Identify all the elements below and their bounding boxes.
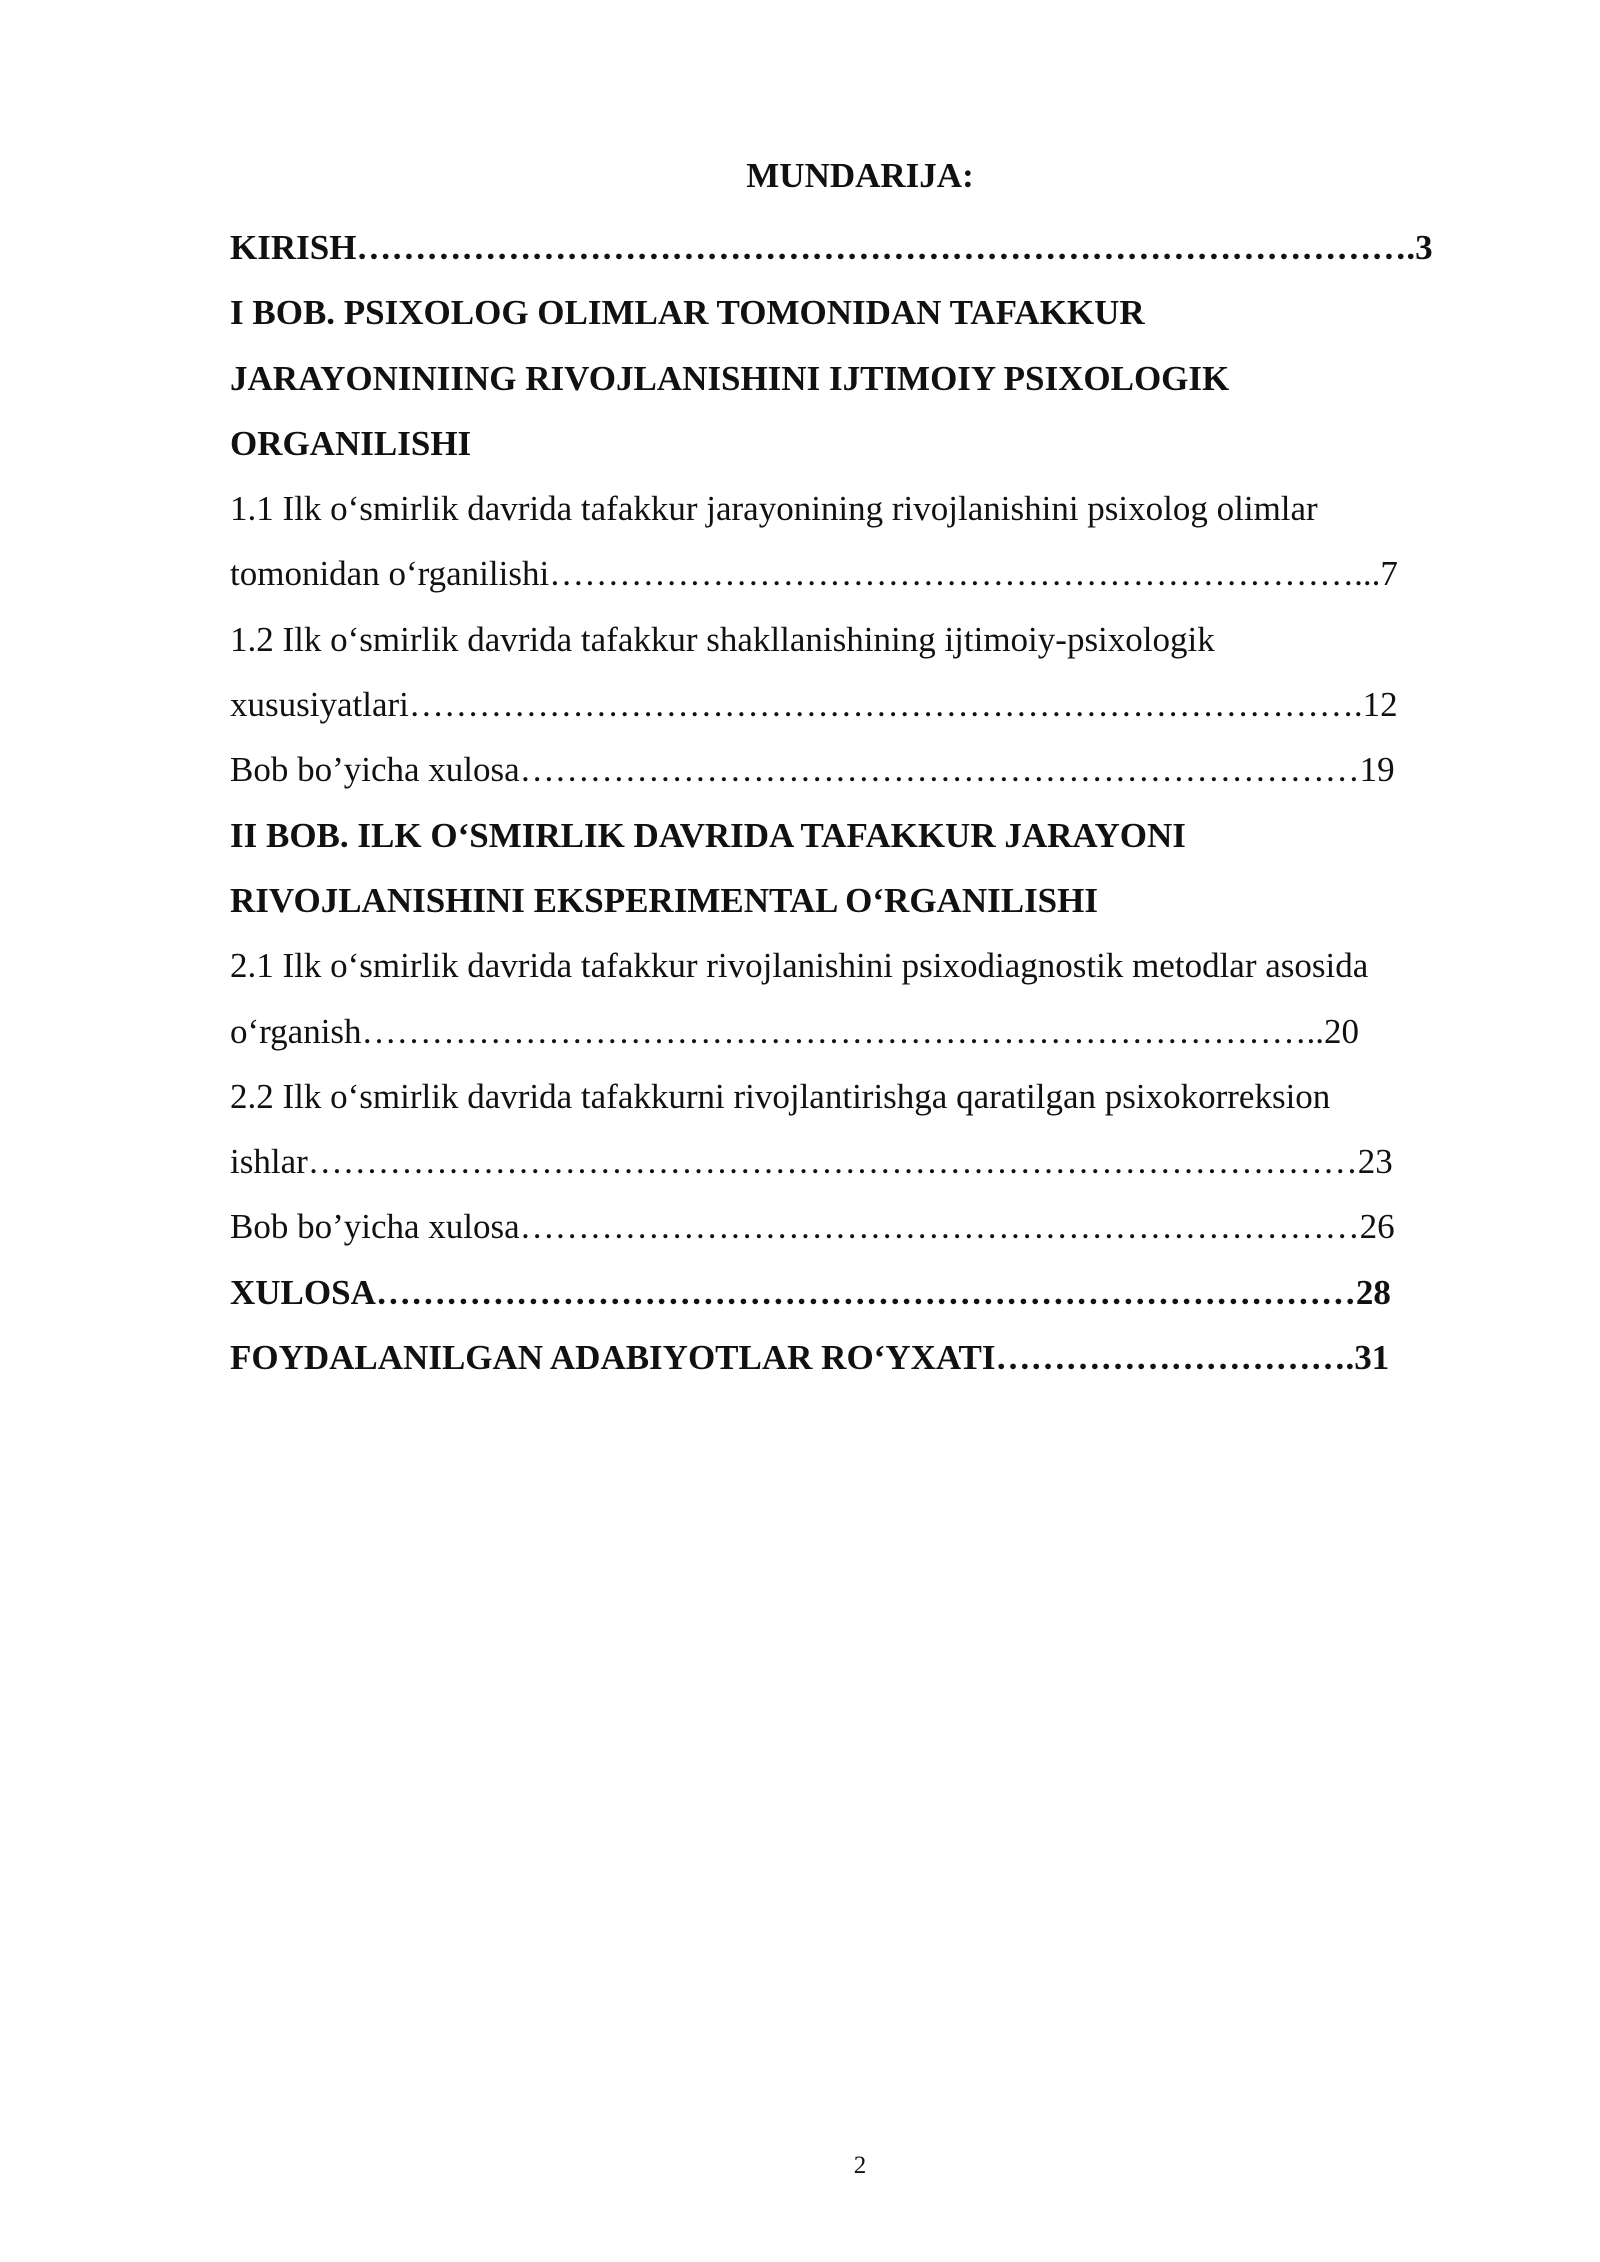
toc-chapter-2-conclusion: Bob bo’yicha xulosa………………………………………………………………26 — [230, 1207, 1395, 1247]
toc-section-2-1-line-2: oʻrganish………………………………………………………………………..20 — [230, 1011, 1360, 1051]
toc-chapter-1-heading-line-1: I BOB. PSIXOLOG OLIMLAR TOMONIDAN TAFAKKUR — [230, 293, 1145, 333]
toc-entry-references: FOYDALANILGAN ADABIYOTLAR ROʻYXATI………………………….31 — [230, 1338, 1390, 1378]
toc-section-1-2-line-1: 1.2 Ilk oʻsmirlik davrida tafakkur shakllanishining ijtimoiy-psixologik — [230, 619, 1215, 659]
toc-chapter-1-conclusion: Bob bo’yicha xulosa………………………………………………………………19 — [230, 750, 1395, 790]
toc-title: MUNDARIJA: — [746, 156, 974, 195]
toc-section-2-1-line-1: 2.1 Ilk oʻsmirlik davrida tafakkur rivojlanishini psixodiagnostik metodlar asosida — [230, 946, 1369, 986]
toc-chapter-2-heading-line-1: II BOB. ILK OʻSMIRLIK DAVRIDA TAFAKKUR JARAYONI — [230, 815, 1186, 855]
toc-entry-xulosa: XULOSA…………………………………………………………………………28 — [230, 1272, 1391, 1312]
table-of-contents — [230, 215, 1492, 1390]
toc-chapter-2-heading-line-2: RIVOJLANISHINI EKSPERIMENTAL OʻRGANILISHI — [230, 880, 1098, 920]
toc-section-2-2-line-1: 2.2 Ilk oʻsmirlik davrida tafakkurni rivojlantirishga qaratilgan psixokorreksion — [230, 1076, 1331, 1116]
toc-chapter-1-heading-line-2: JARAYONINIING RIVOJLANISHINI IJTIMOIY PSIXOLOGIK — [230, 358, 1230, 398]
toc-entry-kirish: KIRISH……………………………………………………………………………….3 — [230, 228, 1433, 267]
page-number: 2 — [853, 2152, 867, 2179]
toc-chapter-1-heading-line-3: ORGANILISHI — [230, 423, 472, 463]
toc-section-1-1-line-2: tomonidan oʻrganilishi……………………………………………………………...7 — [230, 554, 1398, 594]
toc-section-1-2-line-2: xususiyatlari……………………………………………………………………….12 — [230, 685, 1398, 725]
toc-section-2-2-line-2: ishlar………………………………………………………………………………23 — [230, 1142, 1393, 1182]
toc-section-1-1-line-1: 1.1 Ilk oʻsmirlik davrida tafakkur jarayonining rivojlanishini psixolog olimlar — [230, 489, 1318, 529]
